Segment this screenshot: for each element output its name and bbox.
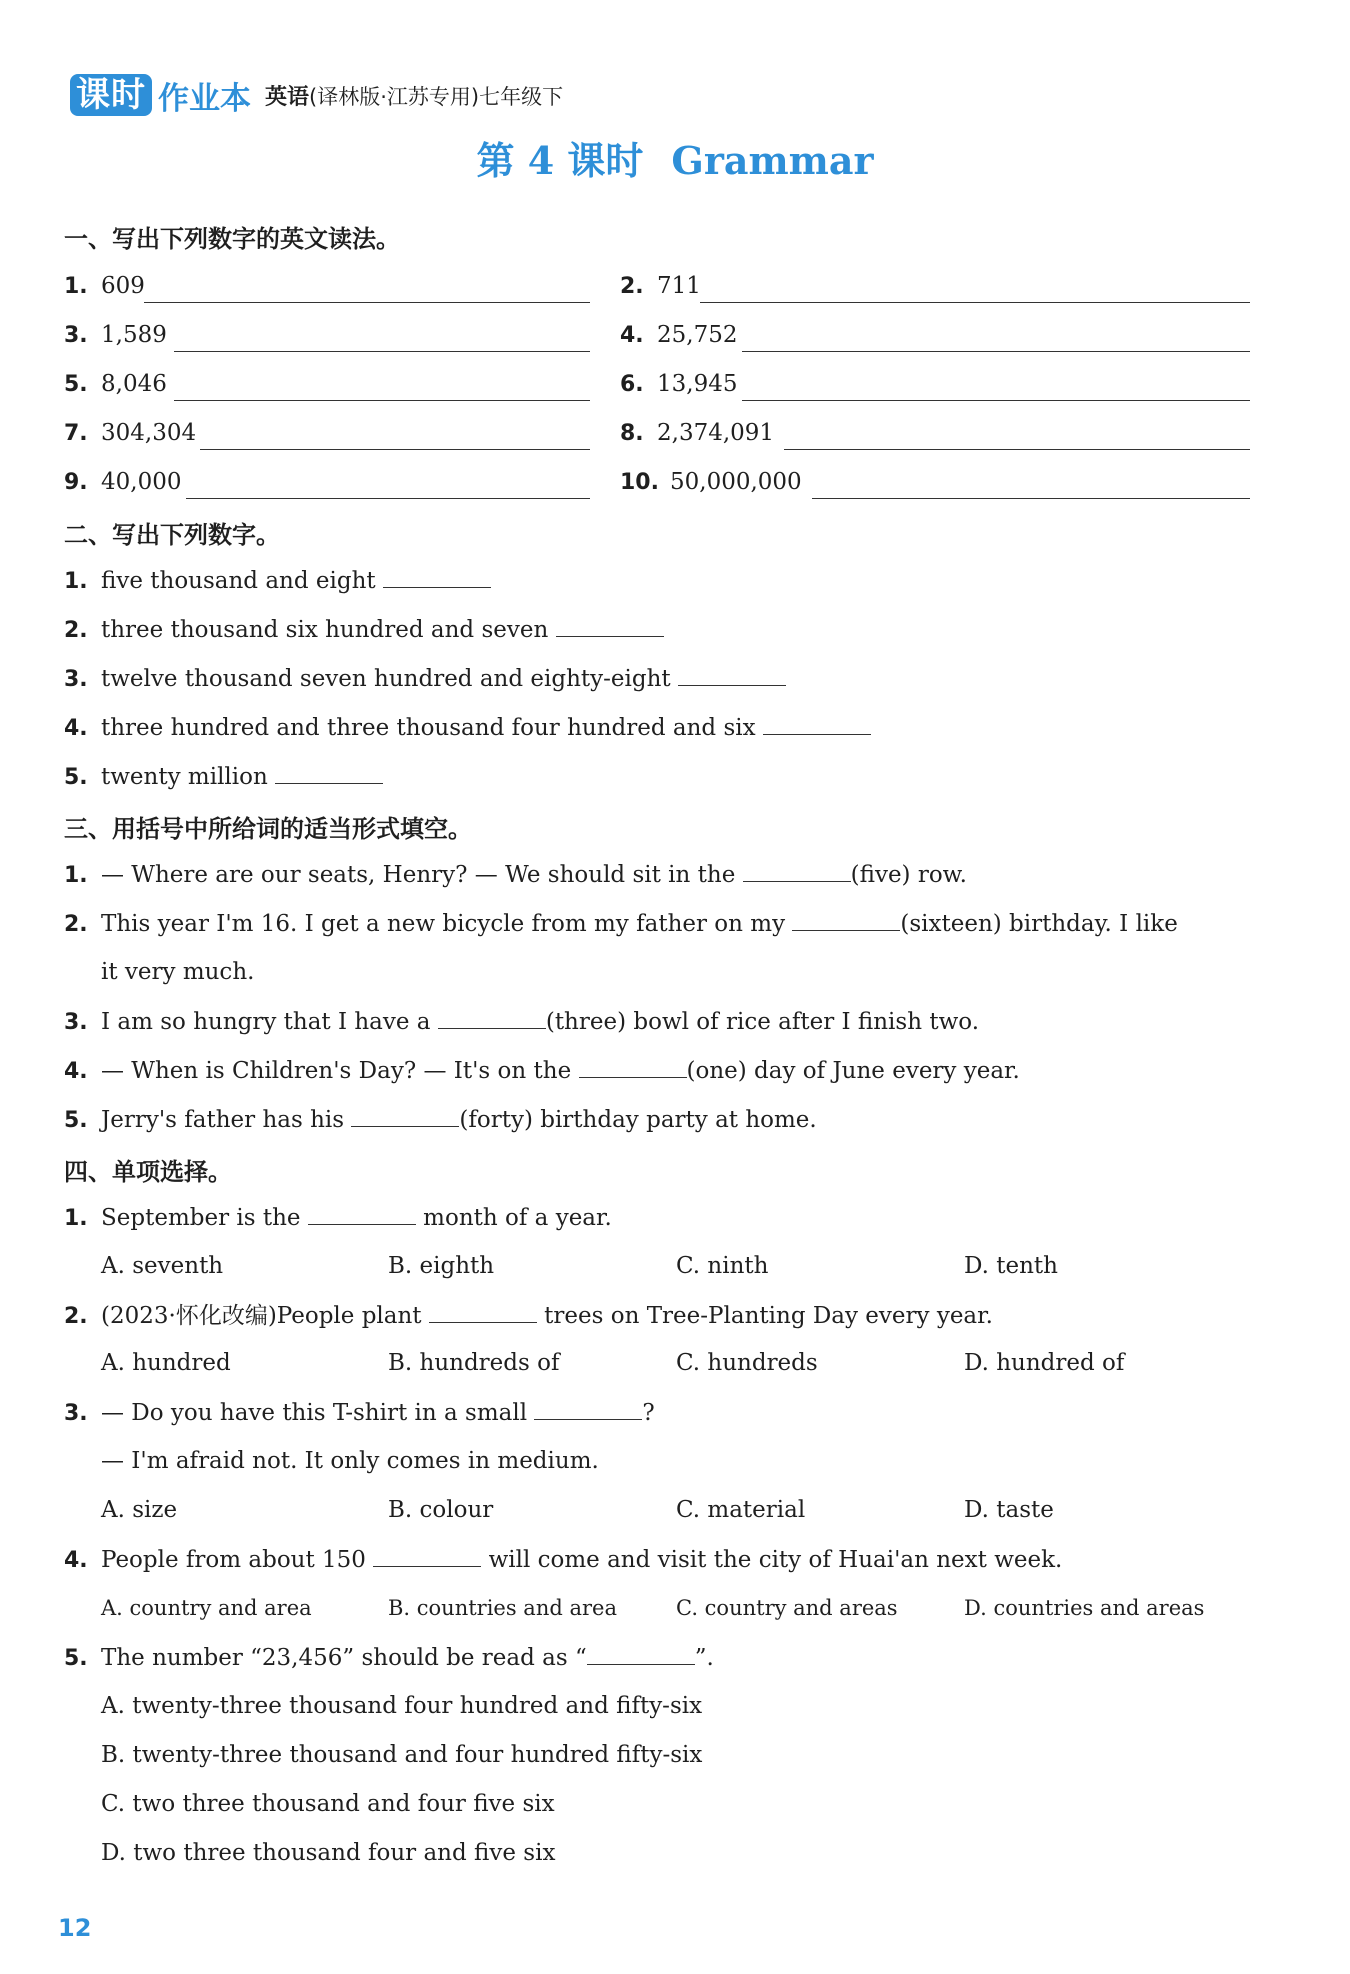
list-item: 5. Jerry's father has his (forty) birthday party at home. (64, 1104, 817, 1136)
answer-blank[interactable] (144, 302, 590, 303)
list-item: 5. 8,046 (64, 371, 167, 397)
option-b[interactable]: B. twenty-three thousand and four hundred fifty-six (101, 1742, 703, 1768)
question: 3. — Do you have this T-shirt in a small ? (64, 1397, 655, 1429)
answer-blank[interactable] (812, 498, 1250, 499)
answer-blank[interactable] (763, 712, 871, 735)
answer-blank[interactable] (579, 1055, 687, 1078)
section-4-heading: 四、单项选择。 (64, 1158, 232, 1186)
logo-sub-text: 作业本 (158, 80, 251, 117)
option-c[interactable]: C. country and areas (676, 1596, 898, 1620)
answer-blank[interactable] (200, 449, 590, 450)
question: 1. September is the month of a year. (64, 1202, 612, 1234)
number-value: 40,000 (101, 469, 182, 495)
answer-blank[interactable] (429, 1300, 537, 1323)
option-c[interactable]: C. hundreds (676, 1350, 818, 1376)
book-logo (70, 73, 251, 118)
answer-blank[interactable] (784, 449, 1250, 450)
answer-blank[interactable] (373, 1544, 481, 1567)
option-d[interactable]: D. taste (964, 1497, 1054, 1523)
logo-main-text: 课时 (70, 74, 152, 116)
list-item: 3. 1,589 (64, 322, 167, 348)
number-value: 609 (101, 273, 145, 299)
option-c[interactable]: C. two three thousand and four five six (101, 1791, 555, 1817)
list-item: 1. — Where are our seats, Henry? — We should sit in the (five) row. (64, 859, 967, 891)
answer-blank[interactable] (383, 565, 491, 588)
lesson-label: 第 4 课时 (476, 138, 644, 183)
list-item: 7. 304,304 (64, 420, 197, 446)
answer-blank[interactable] (556, 614, 664, 637)
number-value: 304,304 (101, 420, 197, 446)
answer-blank[interactable] (275, 761, 383, 784)
answer-blank[interactable] (534, 1397, 642, 1420)
option-d[interactable]: D. countries and areas (964, 1596, 1205, 1620)
lesson-title (0, 130, 1350, 185)
answer-blank[interactable] (742, 400, 1250, 401)
number-value: 13,945 (657, 371, 738, 397)
answer-blank[interactable] (438, 1006, 546, 1029)
list-item-continuation: it very much. (101, 959, 255, 985)
section-2-heading: 二、写出下列数字。 (64, 521, 280, 549)
list-item: 6. 13,945 (620, 371, 738, 397)
option-a[interactable]: A. twenty-three thousand four hundred and fifty-six (101, 1693, 703, 1719)
subject-label (265, 80, 563, 111)
list-item: 4. 25,752 (620, 322, 738, 348)
option-a[interactable]: A. country and area (101, 1596, 312, 1620)
number-value: 1,589 (101, 322, 167, 348)
list-item: 4. — When is Children's Day? — It's on the (one) day of June every year. (64, 1055, 1020, 1087)
section-3-heading: 三、用括号中所给词的适当形式填空。 (64, 815, 472, 843)
question: 5. The number “23,456” should be read as “ ”. (64, 1642, 714, 1674)
book-header (70, 72, 563, 118)
number-value: 2,374,091 (657, 420, 775, 446)
answer-blank[interactable] (174, 400, 590, 401)
option-c[interactable]: C. material (676, 1497, 806, 1523)
list-item: 5. twenty million (64, 761, 383, 793)
list-item: 10. 50,000,000 (620, 469, 802, 495)
option-d[interactable]: D. tenth (964, 1253, 1058, 1279)
answer-blank[interactable] (743, 859, 851, 882)
option-b[interactable]: B. eighth (388, 1253, 495, 1279)
option-b[interactable]: B. colour (388, 1497, 494, 1523)
option-a[interactable]: A. seventh (101, 1253, 224, 1279)
option-a[interactable]: A. size (101, 1497, 178, 1523)
answer-blank[interactable] (587, 1642, 695, 1665)
question-reply: — I'm afraid not. It only comes in medium. (101, 1448, 599, 1474)
lesson-topic: Grammar (671, 138, 874, 183)
answer-blank[interactable] (186, 498, 590, 499)
subject-name: 英语 (265, 84, 310, 110)
list-item: 1. 609 (64, 273, 145, 299)
question: 4. People from about 150 will come and visit the city of Huai'an next week. (64, 1544, 1062, 1576)
option-b[interactable]: B. hundreds of (388, 1350, 560, 1376)
answer-blank[interactable] (678, 663, 786, 686)
section-1-heading: 一、写出下列数字的英文读法。 (64, 225, 400, 253)
list-item: 9. 40,000 (64, 469, 182, 495)
number-value: 8,046 (101, 371, 167, 397)
option-b[interactable]: B. countries and area (388, 1596, 617, 1620)
list-item: 2. three thousand six hundred and seven (64, 614, 664, 646)
answer-blank[interactable] (174, 351, 590, 352)
page-number: 12 (58, 1914, 92, 1942)
answer-blank[interactable] (351, 1104, 459, 1127)
list-item: 3. twelve thousand seven hundred and eighty-eight (64, 663, 786, 695)
question: 2. (2023·怀化改编)People plant trees on Tree-Planting Day every year. (64, 1300, 993, 1332)
answer-blank[interactable] (792, 908, 900, 931)
option-a[interactable]: A. hundred (101, 1350, 231, 1376)
option-d[interactable]: D. two three thousand four and five six (101, 1840, 556, 1866)
list-item: 2. 711 (620, 273, 701, 299)
answer-blank[interactable] (700, 302, 1250, 303)
list-item: 1. five thousand and eight (64, 565, 491, 597)
subject-detail: (译林版·江苏专用)七年级下 (309, 84, 564, 109)
option-c[interactable]: C. ninth (676, 1253, 769, 1279)
list-item: 3. I am so hungry that I have a (three) bowl of rice after I finish two. (64, 1006, 979, 1038)
number-value: 711 (657, 273, 701, 299)
answer-blank[interactable] (742, 351, 1250, 352)
option-d[interactable]: D. hundred of (964, 1350, 1125, 1376)
number-value: 50,000,000 (670, 469, 802, 495)
number-value: 25,752 (657, 322, 738, 348)
list-item: 8. 2,374,091 (620, 420, 775, 446)
answer-blank[interactable] (308, 1202, 416, 1225)
list-item: 2. This year I'm 16. I get a new bicycle from my father on my (sixteen) birthday. I like (64, 908, 1178, 940)
list-item: 4. three hundred and three thousand four hundred and six (64, 712, 871, 744)
